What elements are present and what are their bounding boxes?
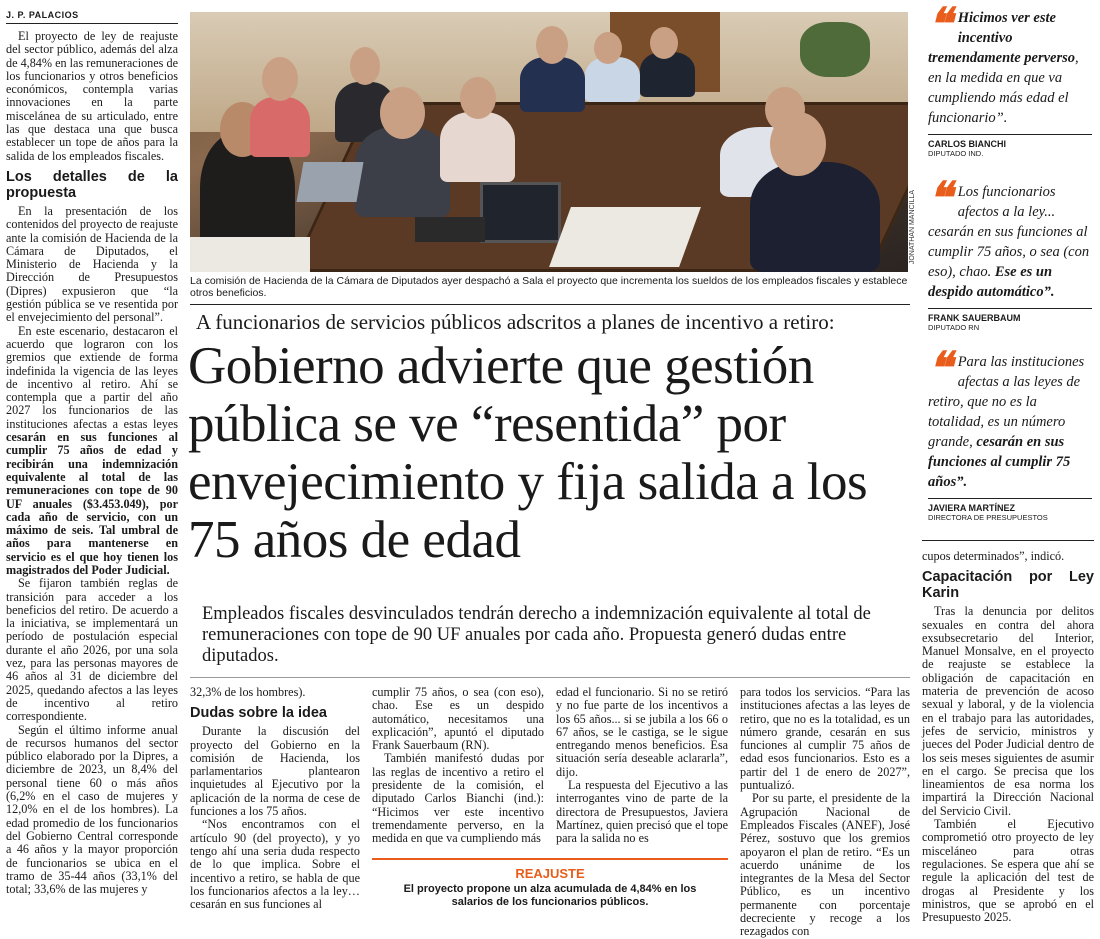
paragraph: La respuesta del Ejecutivo a las interrogantes vino de parte de la directora de Presupuestos, Javiera Martínez, quien precisó que el tope para la salida no es bbox=[556, 778, 728, 846]
paragraph: Durante la discusión del proyecto del Gobierno en la comisión de Hacienda, los parlamentarios plantearon inquietudes al Ejecutivo por la aplicación de la norma de cese de funciones a los 75 años. bbox=[190, 724, 360, 819]
quote-2: ❝ Los funcionarios afectos a la ley... cesarán en sus funciones al cumplir 75 años, o sea (con eso), chao. Ese es un despido automático”. FRANK SAUERBAUM DIPUTADO RN bbox=[928, 182, 1092, 332]
reajuste-box bbox=[372, 858, 728, 914]
quote-role: DIRECTORA DE PRESUPUESTOS bbox=[928, 513, 1048, 522]
paragraph: 32,3% de los hombres). bbox=[190, 685, 306, 699]
paragraph: Según el último informe anual de recursos humanos del sector público elaborado por la Dipres, a diciembre de 2023, un 8,4% del personal tiene 60 o más años (6,2% en el caso de mujeres y 12,0% en el de los hombres). La edad promedio de los funcionarios del Gobierno Central corresponde a 46 años y la mayor proporción de funcionarios se ubica en el tramo de 35-44 años (33,1% del total; 33,6% de las mujeres y bbox=[6, 722, 178, 897]
paragraph: Tras la denuncia por delitos sexuales en contra del ahora exsubsecretario del Interior, Manuel Monsalve, en el proyecto de reajuste se establece la obligación de capacitación en materia de prevención de acoso sexual y laboral, y de la violencia en el trabajo para las autoridades, jefes de servicio, ministros y jueces del Poder Judicial dentro de los seis meses siguientes de asumir en el cargo. Se precisa que los lineamientos de esa norma los impartirá la Dirección Nacional del Servicio Civil. bbox=[922, 604, 1094, 818]
headline: Gobierno advierte que gestión pública se ve “resentida” por envejecimiento y fija salida a los 75 años de edad bbox=[188, 337, 868, 569]
paragraph: “Nos encontramos con el artículo 90 (del proyecto), y yo tengo ahí una seria duda respecto de lo que implica. Sobre el incentivo a retiro, se habla de que los funcionarios afectos a la ley… cesarán en sus funciones al bbox=[190, 817, 360, 912]
paragraph: En la presentación de los contenidos del proyecto de reajuste ante la comisión de Hacienda de la Cámara de Diputados, el Ministerio de Hacienda y la Dirección de Presupuestos (Dipres) expusieron que “la gestión pública se ve resentida por el envejecimiento del personal”. bbox=[6, 203, 178, 325]
committee-photo bbox=[190, 12, 908, 272]
column-2 bbox=[190, 686, 360, 911]
quote-1: ❝ Hicimos ver este incentivo tremendamente perverso, en la medida en que va cumpliendo más edad el funcionario”. CARLOS BIANCHI DIPUTADO IND. bbox=[928, 8, 1092, 158]
quote-role: DIPUTADO RN bbox=[928, 323, 980, 332]
column-4 bbox=[556, 686, 728, 846]
paragraph: cupos determinados”, indicó. bbox=[922, 549, 1065, 563]
quote-role: DIPUTADO IND. bbox=[928, 149, 984, 158]
column-5 bbox=[740, 686, 910, 939]
paragraph: cumplir 75 años, o sea (con eso), chao. Ese es un despido automático, necesitamos una explicación”, apuntó el diputado Frank Sauerbaum (RN). bbox=[372, 685, 544, 753]
paragraph: También el Ejecutivo comprometió otro proyecto de ley misceláneo para otras regulaciones. Se espera que ahí se regule la aplicación del test de drogas al Presidente y los ministros, que se aprobó en el Presupuesto 2025. bbox=[922, 817, 1094, 925]
paragraph: para todos los servicios. “Para las instituciones afectas a las leyes de retiro, que no es la totalidad, es un número grande, cesarán en sus funciones al cumplir 75 años de edad esos funcionarios. Esto es a partir del 1 de enero de 2027”, puntualizó. bbox=[740, 685, 910, 793]
quote-author: FRANK SAUERBAUM bbox=[928, 313, 1021, 323]
intro-paragraph: El proyecto de ley de reajuste del sector público, además del alza de 4,84% en las remuneraciones de los funcionarios y otros beneficios económicos, contempla varias innovaciones en la parte miscelánea de su articulado, entre las que destaca una que busca establecer un tope de años para la salida de los empleados fiscales. bbox=[6, 29, 178, 163]
left-column bbox=[6, 30, 178, 896]
photo-caption: La comisión de Hacienda de la Cámara de Diputados ayer despachó a Sala el proyecto que incrementa los sueldos de los empleados fiscales y establece otros beneficios. bbox=[190, 275, 908, 299]
subhead-karin: Capacitación por Ley Karin bbox=[922, 569, 1094, 602]
paragraph: En este escenario, destacaron el acuerdo que lograron con los gremios que extiende de forma indefinida la vigencia de las leyes de incentivo al retiro. Ahí se contempla que a partir del año 2027 los funcionarios de las instituciones afectas a estas leyes cesarán en sus funciones al cumplir 75 años de edad y recibirán una indemnización equivalente al total de las remuneraciones con tope de 90 UF anuales ($3.453.049), por cada año de servicio, con un máximo de seis. Tal umbral de años para mantenerse en servicio es el que hoy tienen los magistrados del Poder Judicial. bbox=[6, 323, 178, 577]
column-3 bbox=[372, 686, 544, 846]
quote-author: CARLOS BIANCHI bbox=[928, 139, 1006, 149]
photo-credit: JONATHAN MANCILLA bbox=[909, 190, 916, 265]
quote-author: JAVIERA MARTÍNEZ bbox=[928, 503, 1016, 513]
subhead-details: Los detalles de la propuesta bbox=[6, 168, 178, 201]
column-6 bbox=[922, 550, 1094, 924]
paragraph: edad el funcionario. Si no se retiró y no fue parte de los incentivos a los 65 años... si se jubila a los 66 o 67 años, se le castiga, se le sigue entregando menos beneficios. Esa situación sería deseable aclararla”, dijo. bbox=[556, 685, 728, 779]
reajuste-title: REAJUSTE bbox=[515, 866, 585, 881]
paragraph: También manifestó dudas por las reglas de incentivo a retiro el presidente de la comisión, el diputado Carlos Bianchi (ind.): “Hicimos ver este incentivo tremendamente perverso, en la medida en que va cumpliendo más bbox=[372, 751, 544, 846]
quote-mark-icon: ❝ bbox=[928, 0, 952, 50]
quote-mark-icon: ❝ bbox=[928, 173, 952, 224]
kicker: A funcionarios de servicios públicos adscritos a planes de incentivo a retiro: bbox=[196, 310, 835, 334]
subhead-doubts: Dudas sobre la idea bbox=[190, 705, 327, 722]
paragraph: Se fijaron también reglas de transición para acceder a los beneficios del retiro. De acuerdo a la iniciativa, se implementará un período de postulación especial durante el año 2026, por una sola vez, para las personas mayores de 46 años al 31 de diciembre del 2025, quedando afectos a las leyes de incentivo al retiro correspondiente. bbox=[6, 576, 178, 724]
reajuste-text: El proyecto propone un alza acumulada de 4,84% en los salarios de los funcionarios públicos. bbox=[403, 883, 697, 908]
quote-3: ❝ Para las instituciones afectas a las leyes de retiro, que no es la totalidad, es un número grande, cesarán en sus funciones al cumplir 75 años”. JAVIERA MARTÍNEZ DIRECTORA DE PRESUPUESTOS bbox=[928, 352, 1092, 522]
deck: Empleados fiscales desvinculados tendrán derecho a indemnización equivalente al total de remuneraciones con tope de 90 UF anuales por cada año. Propuesta generó dudas entre diputados. bbox=[202, 604, 871, 666]
paragraph: Por su parte, el presidente de la Agrupación Nacional de Empleados Fiscales (ANEF), José Pérez, sostuvo que los gremios apoyaron el plan de retiro. “Es un acuerdo unánime de los integrantes de la Mesa del Sector Público, es un incentivo permanente con porcentaje decreciente y recoge a los rezagados con bbox=[740, 791, 910, 939]
quote-mark-icon: ❝ bbox=[928, 343, 952, 394]
byline: J. P. PALACIOS bbox=[6, 10, 79, 20]
